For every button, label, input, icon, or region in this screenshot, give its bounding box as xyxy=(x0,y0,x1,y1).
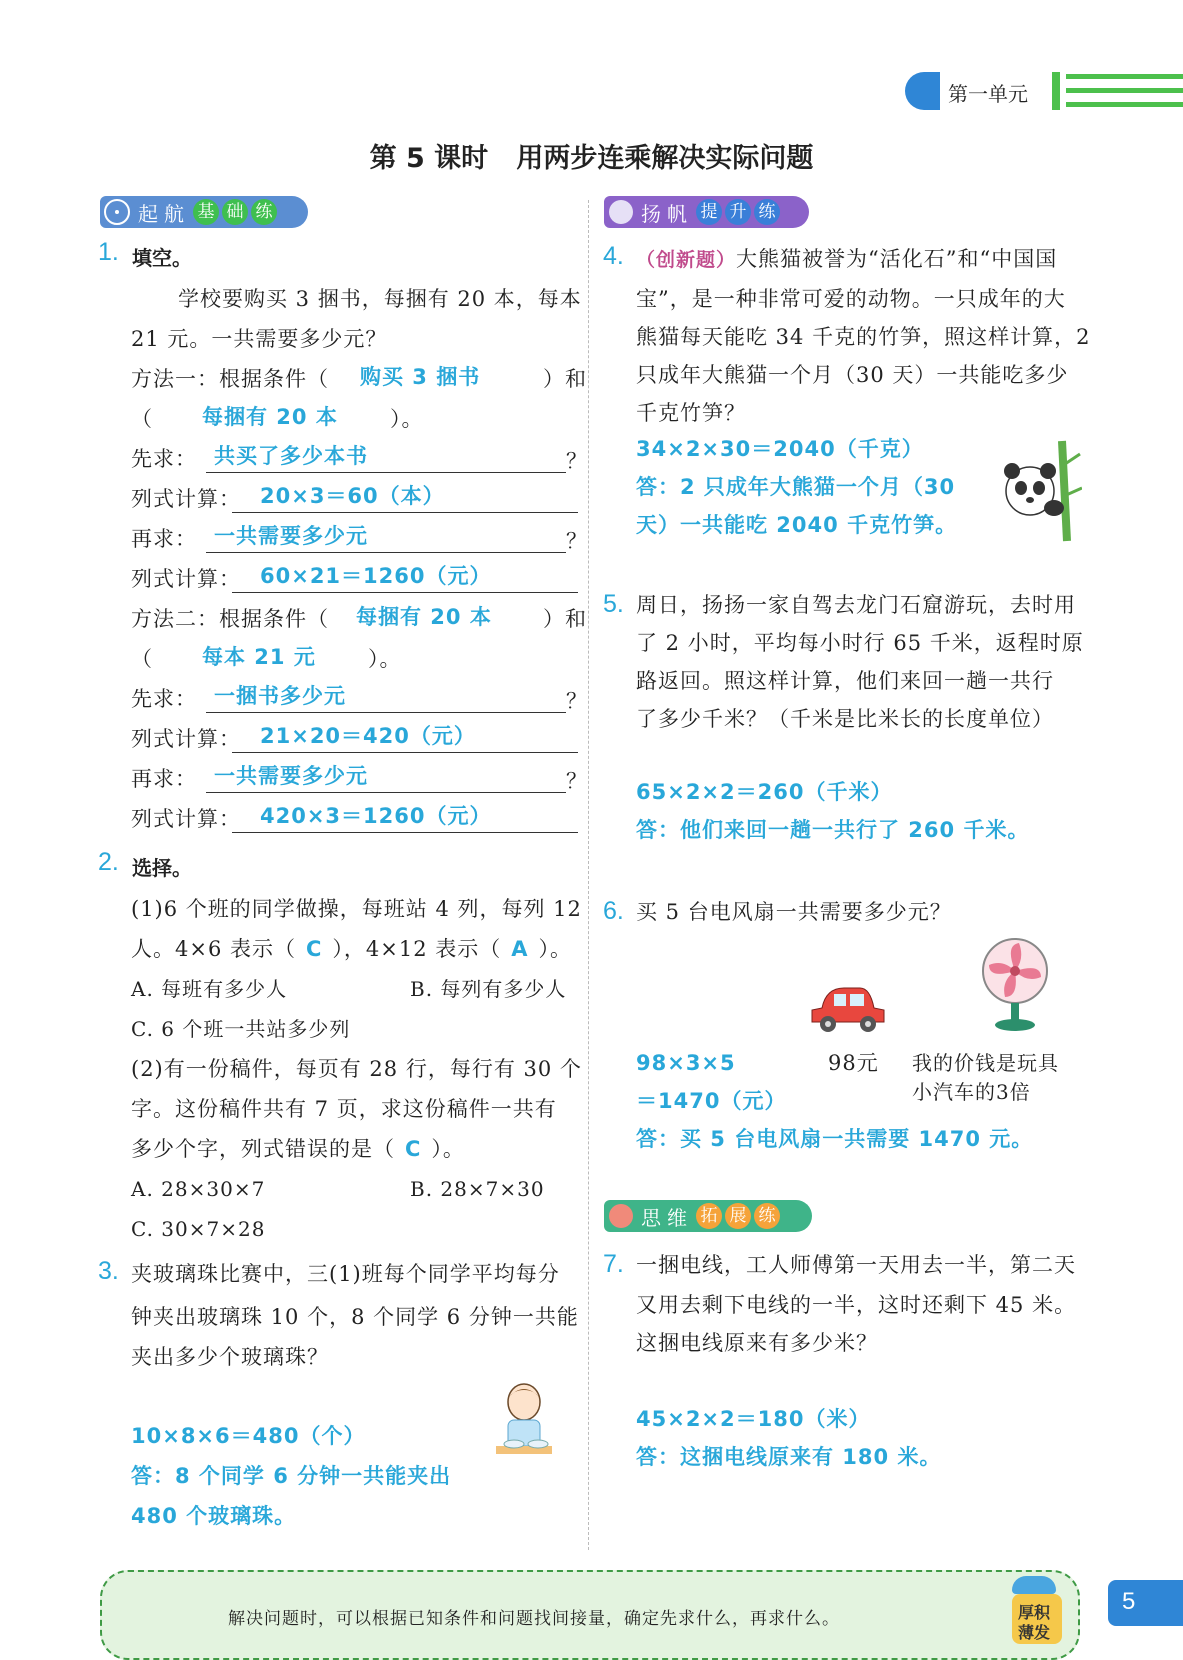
panda-illustration xyxy=(992,436,1082,546)
question-title: 选择。 xyxy=(132,858,192,880)
q4-line4: 只成年大熊猫一个月（30 天）一共能吃多少 xyxy=(636,363,1069,387)
question-number: 6. xyxy=(603,897,624,925)
q2-option-c: C. 30×7×28 xyxy=(131,1217,266,1241)
q2-part1-line1: (1)6 个班的同学做操，每班站 4 列，每列 12 xyxy=(131,897,582,921)
q2-answer-1: C xyxy=(306,937,323,961)
question-number: 2. xyxy=(98,848,119,876)
q3-answer-line1: 答：8 个同学 6 分钟一共能夹出 xyxy=(131,1464,452,1488)
q5-line2: 了 2 小时，平均每小时行 65 千米，返程时原 xyxy=(636,631,1084,655)
section-pill: 练 xyxy=(251,199,277,225)
q2-text: ）。 xyxy=(431,1137,465,1161)
q1-method2-label: 方法二：根据条件（ xyxy=(131,607,329,631)
header-green-stripes xyxy=(1052,72,1183,110)
electric-fan-illustration xyxy=(975,935,1055,1035)
q7-answer-line: 答：这捆电线原来有 180 米。 xyxy=(636,1445,942,1469)
q1-qmark: ？ xyxy=(566,689,588,713)
question-title: 填空。 xyxy=(132,248,192,270)
q1-m2-calc1: 21×20＝420（元） xyxy=(260,724,476,748)
ship-wheel-icon xyxy=(104,199,130,225)
q1-and: ）和 xyxy=(543,607,587,631)
q3-line3: 夹出多少个玻璃珠？ xyxy=(131,1345,329,1369)
q1-method1-cond-a: 购买 3 捆书 xyxy=(360,365,481,389)
q5-line4: 了多少千米？（千米是比米长的长度单位） xyxy=(636,707,1054,731)
section-pill: 提 xyxy=(696,199,722,225)
q4-answer-line2: 天）一共能吃 2040 千克竹笋。 xyxy=(636,513,958,537)
q1-method1-label: 方法一：根据条件（ xyxy=(131,367,329,391)
q2-part1-line2 xyxy=(131,930,572,968)
section-pill: 础 xyxy=(222,199,248,225)
question-number: 1. xyxy=(98,238,119,266)
page-title: 第 5 课时 用两步连乘解决实际问题 xyxy=(369,143,814,174)
q1-and: ）和 xyxy=(543,367,587,391)
q3-line1: 夹玻璃珠比赛中，三(1)班每个同学平均每分 xyxy=(131,1262,560,1286)
q1-m2-then-answer: 一共需要多少元 xyxy=(214,764,368,788)
q1-method1-cond-b: 每捆有 20 本 xyxy=(202,405,338,429)
footer-tip: 解决问题时，可以根据已知条件和问题找间接量，确定先求什么，再求什么。 xyxy=(228,1609,840,1629)
sail-icon xyxy=(609,200,633,224)
q6-line1: 买 5 台电风扇一共需要多少元？ xyxy=(636,900,952,924)
q1-method2-cond-a: 每捆有 20 本 xyxy=(356,605,492,629)
q3-answer-line2: 480 个玻璃珠。 xyxy=(131,1504,297,1528)
section-pill: 升 xyxy=(725,199,751,225)
q2-option-a: A. 28×30×7 xyxy=(131,1177,266,1201)
q1-close: ）。 xyxy=(390,407,424,431)
q4-line1 xyxy=(636,240,1057,279)
section-pill: 基 xyxy=(193,199,219,225)
q1-m2-first-answer: 一捆书多少元 xyxy=(214,684,346,708)
q1-then-label: 再求： xyxy=(131,767,197,791)
q1-stem-line2: 21 元。一共需要多少元？ xyxy=(131,327,388,351)
q2-text: 多少个字，列式错误的是（ xyxy=(131,1137,395,1161)
q1-calc-label: 列式计算： xyxy=(131,487,241,511)
q1-calc-label: 列式计算： xyxy=(131,807,241,831)
fan-speech-line2: 小汽车的3倍 xyxy=(912,1080,1031,1104)
column-divider xyxy=(588,200,589,1550)
q5-line1: 周日，扬扬一家自驾去龙门石窟游玩，去时用 xyxy=(636,593,1076,617)
q2-text: ）。 xyxy=(538,937,573,961)
q6-answer-line: 答：买 5 台电风扇一共需要 1470 元。 xyxy=(636,1127,1034,1151)
q4-line2: 宝”，是一种非常可爱的动物。一只成年的大 xyxy=(636,287,1066,311)
q1-qmark: ？ xyxy=(566,449,588,473)
q1-open: （ xyxy=(131,407,153,431)
q1-m1-calc2: 60×21＝1260（元） xyxy=(260,564,492,588)
q2-option-a: A. 每班有多少人 xyxy=(131,977,288,1001)
q1-m1-calc1: 20×3＝60（本） xyxy=(260,484,445,508)
section-header-advance xyxy=(604,196,809,228)
q6-answer-calc2: ＝1470（元） xyxy=(636,1089,787,1113)
q7-line2: 又用去剩下电线的一半，这时还剩下 45 米。 xyxy=(636,1293,1077,1317)
q7-line3: 这捆电线原来有多少米？ xyxy=(636,1331,878,1355)
q5-answer-line: 答：他们来回一趟一共行了 260 千米。 xyxy=(636,818,1030,842)
section-pill: 拓 xyxy=(696,1203,722,1229)
question-number: 4. xyxy=(603,242,624,270)
q2-option-c: C. 6 个班一共站多少列 xyxy=(131,1017,351,1041)
q1-calc-label: 列式计算： xyxy=(131,567,241,591)
q7-answer-calc: 45×2×2＝180（米） xyxy=(636,1407,871,1431)
q3-line2: 钟夹出玻璃珠 10 个，8 个同学 6 分钟一共能 xyxy=(131,1305,579,1329)
innovation-tag: （创新题） xyxy=(636,249,737,271)
q1-calc-label: 列式计算： xyxy=(131,727,241,751)
q5-line3: 路返回。照这样计算，他们来回一趟一共行 xyxy=(636,669,1054,693)
q1-m1-first-answer: 共买了多少本书 xyxy=(214,444,368,468)
section-label: 扬帆 xyxy=(641,201,693,226)
car-price: 98元 xyxy=(828,1051,879,1075)
q1-m1-then-answer: 一共需要多少元 xyxy=(214,524,368,548)
q1-qmark: ？ xyxy=(566,529,588,553)
q1-first-label: 先求： xyxy=(131,687,197,711)
section-pill: 练 xyxy=(754,199,780,225)
question-number: 5. xyxy=(603,590,624,618)
q2-part2-line3 xyxy=(131,1130,465,1168)
dolphin-icon xyxy=(1012,1576,1056,1594)
q2-part2-line2: 字。这份稿件共有 7 页，求这份稿件一共有 xyxy=(131,1097,557,1121)
section-header-basic xyxy=(100,196,308,228)
q1-stem-line1: 学校要购买 3 捆书，每捆有 20 本，每本 xyxy=(178,287,582,311)
toy-car-illustration xyxy=(808,978,888,1038)
q6-answer-calc1: 98×3×5 xyxy=(636,1051,736,1075)
q4-answer-calc: 34×2×30＝2040（千克） xyxy=(636,437,924,461)
boy-with-beads-illustration xyxy=(478,1380,570,1480)
q4-text: 大熊猫被誉为“活化石”和“中国国 xyxy=(736,247,1058,271)
q1-qmark: ？ xyxy=(566,769,588,793)
q1-first-label: 先求： xyxy=(131,447,197,471)
section-pill: 练 xyxy=(754,1203,780,1229)
q1-open: （ xyxy=(131,647,153,671)
q1-then-label: 再求： xyxy=(131,527,197,551)
q2-answer-2: A xyxy=(511,937,529,961)
q2-part2-line1: (2)有一份稿件，每页有 28 行，每行有 30 个 xyxy=(131,1057,582,1081)
q7-line1: 一捆电线，工人师傅第一天用去一半，第二天 xyxy=(636,1253,1076,1277)
page-number-tab xyxy=(1108,1580,1183,1626)
q2-option-b: B. 每列有多少人 xyxy=(410,977,567,1001)
q2-text: 人。4×6 表示（ xyxy=(131,937,296,961)
fan-speech-line1: 我的价钱是玩具 xyxy=(912,1051,1059,1075)
q4-answer-line1: 答：2 只成年大熊猫一个月（30 xyxy=(636,475,956,499)
q2-answer-3: C xyxy=(405,1137,422,1161)
page-number: 5 xyxy=(1122,1588,1136,1615)
q4-line3: 熊猫每天能吃 34 千克的竹笋，照这样计算，2 xyxy=(636,325,1091,349)
q1-method2-cond-b: 每本 21 元 xyxy=(202,645,316,669)
question-number: 3. xyxy=(98,1257,119,1285)
q2-option-b: B. 28×7×30 xyxy=(410,1177,545,1201)
q2-text: ），4×12 表示（ xyxy=(332,937,502,961)
unit-title: 第一单元 xyxy=(948,82,1028,106)
q3-answer-calc: 10×8×6＝480（个） xyxy=(131,1424,366,1448)
q4-line5: 千克竹笋？ xyxy=(636,401,746,425)
section-header-extend xyxy=(604,1200,812,1232)
section-label: 思维 xyxy=(641,1205,693,1230)
badge-text-2: 薄发 xyxy=(1018,1623,1051,1642)
section-label: 起航 xyxy=(138,201,190,226)
q5-answer-calc: 65×2×2＝260（千米） xyxy=(636,780,893,804)
section-pill: 展 xyxy=(725,1203,751,1229)
shrimp-icon xyxy=(609,1204,633,1228)
question-number: 7. xyxy=(603,1250,624,1278)
q1-close: ）。 xyxy=(368,647,402,671)
badge-text-1: 厚积 xyxy=(1018,1603,1051,1622)
q1-m2-calc2: 420×3＝1260（元） xyxy=(260,804,492,828)
